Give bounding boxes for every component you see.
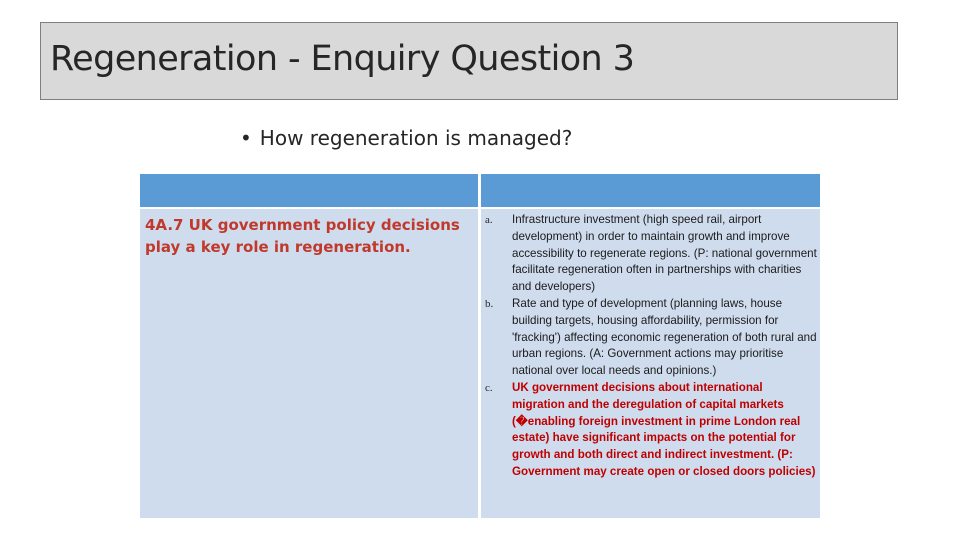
content-table [140,174,820,518]
specification-point: 4A.7 UK government policy decisions play a key role in regeneration. [145,216,460,256]
bullet-dot: • [240,126,252,150]
list-item-text: UK government decisions about international migration and the deregulation of capital markets (�enabling foreign investment in prime London real estate) have significant impacts on the potential for growth and both direct and indirect investment. (P: Government may create open or closed doors policies) [512,380,816,478]
list-marker: b. [485,297,494,310]
list-marker: c. [485,381,493,394]
list-marker: a. [485,214,493,226]
list-item [485,296,817,380]
list-item-text: Rate and type of development (planning laws, house building targets, housing affordability, permission for 'fracking') affecting economic regeneration of both rural and urban regions. (A: Government actions may prioritise national over local needs and opinions.) [512,296,817,378]
bullet-text: How regeneration is managed? [259,126,573,150]
list-item [485,212,817,296]
list-item-text: Infrastructure investment (high speed rail, airport development) in order to maintain growth and improve accessibility to regenerate regions. (P: national government facilitate regeneration often in partnerships with charities and developers) [512,213,817,294]
table-header-right [481,174,820,207]
title-box [40,22,898,100]
detail-list [485,212,817,481]
slide-title: Regeneration - Enquiry Question 3 [50,39,635,79]
bullet-point [240,126,572,150]
table-header-left [140,174,478,207]
table-cell-right [481,209,820,518]
table-cell-left [140,209,478,518]
list-item [485,380,817,481]
